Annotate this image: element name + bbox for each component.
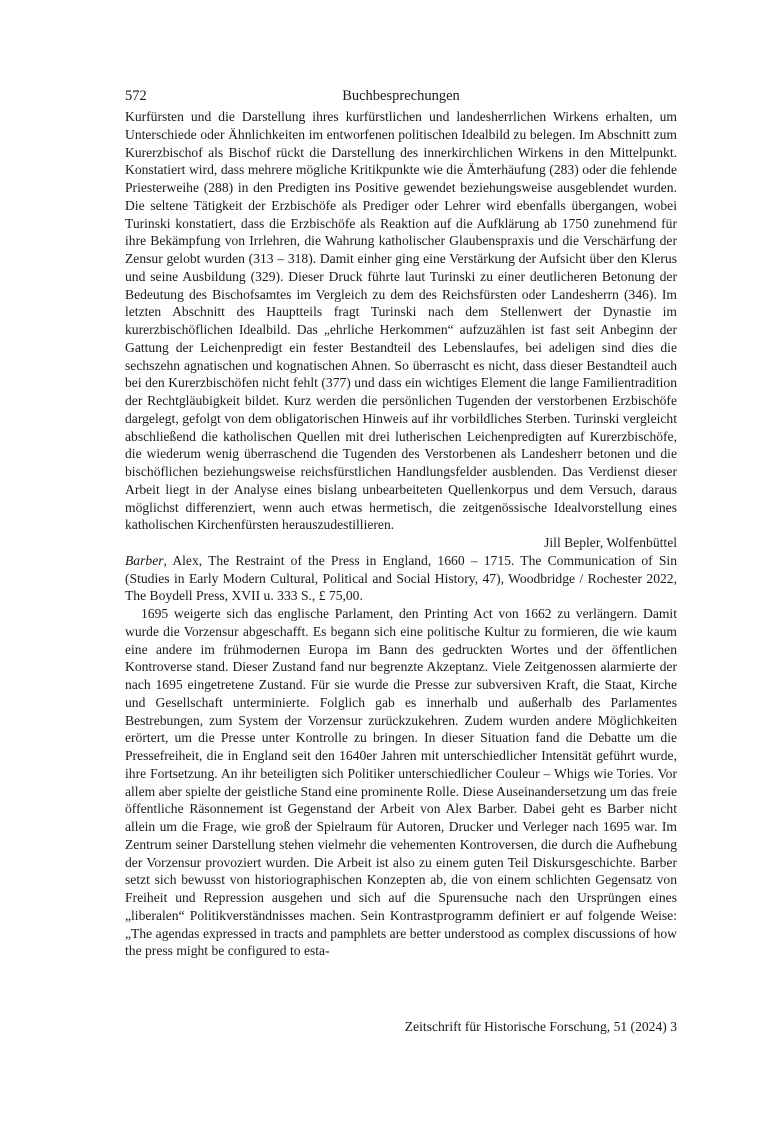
running-head	[125, 86, 677, 108]
journal-footer: Zeitschrift für Historische Forschung, 51 (2024) 3	[404, 1019, 677, 1034]
section-title: Buchbesprechungen	[342, 88, 460, 104]
review-2-book-citation: , Alex, The Restraint of the Press in England, 1660 – 1715. The Communication of Sin (Studies in Early Modern Cultural, Political and Social History, 47), Woodbridge / Rochester 2022, The Boydell Press, XVII u. 333 S., £ 75,00.	[125, 552, 677, 604]
review-1-body: Kurfürsten und die Darstellung ihres kurfürstlichen und landesherrlichen Wirkens erhalten, um Unterschiede oder Ähnlichkeiten im entworfenen politischen Idealbild zu belegen. Im Abschnitt zum Kurerzbischof als Bischof rückt die Darstellung des innerkirchlichen Wirkens in den Mittelpunkt. Konstatiert wird, dass mehrere mögliche Kritikpunkte wie die Ämterhäufung (283) oder die fehlende Priesterweihe (288) in den Predigten ins Positive gewendet beziehungsweise ausgeblendet wurden. Die seltene Tätigkeit der Erzbischöfe als Prediger oder Lehrer wird ebenfalls übergangen, wobei Turinski konstatiert, dass die Erzbischöfe als Reaktion auf die Aufklärung ab 1750 zunehmend für ihre Bekämpfung von Irrlehren, die Wahrung katholischer Glaubenspraxis und die Verschärfung der Zensur gelobt wurden (313 – 318). Damit einher ging eine Verstärkung der Aufsicht über den Klerus und seine Ausbildung (329). Dieser Druck führte laut Turinski zu einer deutlicheren Betonung der Bedeutung des Bischofsamtes im Vergleich zu dem des Reichsfürsten oder Landesherrn (346). Im letzten Abschnitt des Hauptteils fragt Turinski nach dem Stellenwert der Dynastie im kurerzbischöflichen Idealbild. Das „ehrliche Herkommen“ aufzuzählen ist fast seit Anbeginn der Gattung der Leichenpredigt ein fester Bestandteil des Lebenslaufes, bei adeligen sind dies die sechszehn agnatischen und kognatischen Ahnen. So überrascht es nicht, dass dieser Bestandteil auch bei den Kurerzbischöfen nicht fehlt (377) und dass ein wichtiges Element die lange Familientradition der Rechtgläubigkeit bildet. Kurz werden die persönlichen Tugenden der verstorbenen Erzbischöfe dargelegt, gefolgt von dem obligatorischen Hinweis auf ihr vorbildliches Sterben. Turinski vergleicht abschließend die katholischen Quellen mit drei lutherischen Leichenpredigten auf Kurerzbischöfe, die wiederum wenig überraschend die Tugenden des Verstorbenen als Landesherr betonen und die bischöflichen beziehungsweise reichsfürstlichen Handlungsfelder ausblenden. Das Verdienst dieser Arbeit liegt in der Analyse eines bislang unbearbeiteten Quellenkorpus und dem Versuch, daraus möglichst differenziert, wenn auch etwas hermetisch, die zeitgenössische Idealvorstellung eines katholischen Kirchenfürsten herauszudestillieren.	[125, 109, 677, 533]
page-number: 572	[125, 88, 147, 104]
review-2	[125, 552, 677, 960]
review-2-bibliographic-entry	[125, 552, 677, 605]
review-1	[125, 108, 677, 552]
review-2-book-author: Barber	[125, 552, 164, 568]
review-1-reviewer: Jill Bepler, Wolfenbüttel	[544, 535, 677, 550]
review-2-body: 1695 weigerte sich das englische Parlament, den Printing Act von 1662 zu verlängern. Damit wurde die Vorzensur abgeschafft. Es begann sich eine politische Kultur zu formieren, die wie kaum eine andere im frühmodernen Europa im Bann des gedruckten Wortes und der öffentlichen Kontroverse stand. Dieser Zustand fand nur begrenzte Akzeptanz. Viele Zeitgenossen alarmierte der nach 1695 eingetretene Zustand. Für sie wurde die Presse zur subversiven Kraft, die Staat, Kirche und Gesellschaft unterminierte. Folglich gab es innerhalb und außerhalb des Parlamentes Bestrebungen, zum System der Vorzensur zurückzukehren. Zudem wurden andere Möglichkeiten erörtert, um die Presse unter Kontrolle zu bringen. In dieser Situation fand die Debatte um die Pressefreiheit, die in England seit den 1640er Jahren mit unterschiedlicher Intensität geführt wurde, ihre Fortsetzung. An ihr beteiligten sich Politiker unterschiedlicher Couleur – Whigs wie Tories. Vor allem aber spielte der geistliche Stand eine prominente Rolle. Diese Auseinandersetzung um das freie öffentliche Räsonnement ist Gegenstand der Arbeit von Alex Barber. Dabei geht es Barber nicht allein um die Frage, wie groß der Spielraum für Autoren, Drucker und Verleger nach 1695 war. Im Zentrum seiner Darstellung stehen vielmehr die vehementen Kontroversen, die durch die Aufhebung der Vorzensur provoziert wurden. Die Arbeit ist also zu einem guten Teil Diskursgeschichte. Barber setzt sich bewusst von historiographischen Konzepten ab, die von einem schlichten Gegensatz von Freiheit und Repression ausgehen und sich auf die Spurensuche nach den Ursprüngen eines „liberalen“ Politikverständnisses machen. Sein Kontrastprogramm definiert er auf folgende Weise: „The agendas expressed in tracts and pamphlets are better understood as complex discussions of how the press might be configured to esta-	[125, 606, 677, 959]
page	[125, 86, 677, 960]
